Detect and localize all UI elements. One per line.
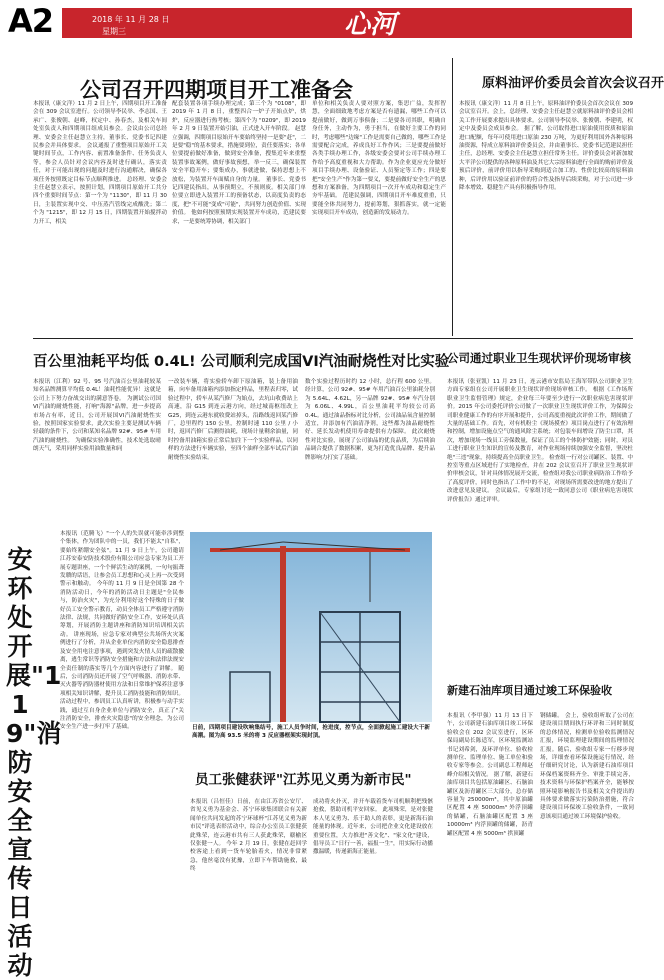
headline-fuel: 百公里油耗平均低 0.4L! 公司顺利完成国VI汽油耐烧性对比实验 bbox=[33, 354, 450, 370]
headline-meeting: 公司召开四期项目开工准备会 bbox=[80, 78, 353, 102]
issue-weekday: 星期三 bbox=[102, 27, 126, 36]
photo-caption: 日前，四期项目建设吹响集结号，施工人员争时间，抢进度，控节点，全面掀起施工建设大干新高潮。图为高 93.5 米的将 3 反应器框架实现封顶。 bbox=[192, 725, 430, 740]
headline-award: 员工张健获评"江苏见义勇为新市民" bbox=[195, 772, 412, 788]
section-divider bbox=[33, 338, 633, 339]
headline-tank: 新建石油库项目通过竣工环保验收 bbox=[447, 684, 612, 697]
meeting-col-3: 单位和相关负责人要对照方案，集思广益，发挥智慧，全面细致地考虑方案是否有遗漏，哪些工作可以提前做好，做到万事俱备；二是要各司其职，明确自身任务，主动作为，勇于担当，在做好主要工作的同时，考虑哪些"边缘"工作是需要自己做的，哪些工作是需要配合完成，养成良好工作作风；三是要提前做好各类手续办理工作，各级安委会要对公司手续办理工作给予高度重视和大力帮助。作为企业更应充分做好项目手续办理、设备验证、人员鉴定等工作；四是要把"安全生产"作为第一要义，要提前做好安全生产的思想和方案准备，为四期项目一次开车成功和稳定生产夯牢基础。 范建民强调，四期项目开车难度重重，只要能全体共同努力，提前筹划，狠抓落实，就一定能实现项目开车成功，创造新的发展动力。 bbox=[312, 101, 446, 217]
party-body: 本报讯（康文洋）11 月 8 日上午，原料油评价委员会首次会议在 309 会议室召开。会上，总经理、安委会主任赵慧立就原料油评价委员会相关工作开展要求提出具体要求。公司领导李民举、张俊朝、李建明，权定中及委员会成员参会。 据了解，公司取得进口原油使用资质和原油进口配额，每年可使用进口原油 230 万吨，为更好利用国外各种原料油资源，特成立原料油评价委员会，并由董事长、党委书记范建民担任主任，总经理、安委会主任赵慧立担任常务主任。评价委员会对新加坡大平洋公司提供的各种原料油及其它大宗原料油进行全面的购前评价及预后评价，前评价用以指导采购到适合加工的、性价比较高的原料油种，后评价用以验证前评价的符合性及指导后续采购，对于公司进一步降本增效、稳健生产具有积极指导作用。 bbox=[459, 101, 633, 192]
construction-photo bbox=[190, 532, 432, 722]
award-col-2: 成功将火扑灭，并开车载着货车司机顺利把残骸抢救，帮助司机平安回家。 此项殊荣，是对张健本人见义勇为、乐于助人的表彰，更是新海石油能量的体现。近年来，公司把企业文化建设放在重要位置，大力推进"善文化"、"家文化"建设，倡导员工"日行一善，福报一生"，用实际行动播撒温暖，传递新海正能量。 bbox=[313, 799, 433, 856]
fire-body: 本报讯（范腾飞）"一个人的失误就可能牵涉到整个集体，作为团队中的一员，我们不能太"自私"，要始终紧绷安全弦"。11 月 9 日上午，公司邀请江苏安泰安防技术股份有限公司应急专家为员工开展专题讲座，一个个鲜活生动的案例，一句句振聋发聩的话语，让参会员工思想和心灵上再一次受到警示和触动。 今年的 11 月 9 日是全国第 28 个消防活动日，今年的消防活动日主题是"全民参与，防治火灾"，为充分利用好这个特殊的日子做好员工安全警示教育，动员全体员工严格遵守消防法律、法规，共同做好消防安全工作，安环处认真筹划，开展消防主题讲座和消防知识培训相关活动。 讲座现场，应急专家对典型公共场所火灾案例进行了分析，并从企业单位内消防安全隐患排查及安全用电注意事项，遇到突发火情人员的疏散撤离，逃生常识等消防安全措施和方法和法律法规安全责任制的落实等几个方面内容进行了讲解。 随后，公司消防员还开展了空气呼吸器、消防水带、灭火器等消防器材使用方法和日常维护保养注意事项相关知识讲解，提升员工消防技能和消防知识。 活动过程中，参训员工认真听讲，积极参与动手实践，通过互自身企业单位与消防安全，真正了"关注消防安全，排查火灾隐患"的安全理念，为公司安全生产进一步打牢了基础。 bbox=[60, 531, 184, 731]
tank-col-2: 钢储罐。 会上，验收组听取了公司在建设项目期间执行环评和三同时制度的总体情况，检测单位验收监测情况汇报，环境监理建设期间的监理情况汇报。随后，验收组专家一行移步现场，详细查看环保设施运行情况，经仔细研究讨论，认为新建石油库项目环保档案资料齐全、审批手续完善，技术资料与环保护档案齐全，能够按照环境影响报告书及相关文件提出的具体要求做落实污染防治措施，符合建设项目环保竣工验收条件，一致同意该项目通过竣工环境保护验收。 bbox=[540, 713, 634, 820]
meeting-col-1: 本报讯（康文洋）11 月 2 日上午，四期项目开工准备会在 309 会议室进行。公司领导李民举、李志国、王承广、张俊朝、赵峰，权定中、孙春杰，及相关车间处室负责人和四期项目组成员参会。会议由公司总经理、安委会主任赵慧立主持，董事长、党委书记四建民参会并具体要求。 会议通报了重整项目原始开工关键时间节点，工作内容、前置准备条件、任务负责人等，参会人员针对会议内容及时进行确认，落实责任，对于可能出现的问题及时进行沟通解决，确保各项任务按照既定目标节点顺利推进。 总经理、安委会主任赵慧立表示，按照计划，四期项目原始开工共分四个重要时间节点：第一个为 "1130"，即 11 月 30 日，主装置实现中交、中压蒸汽管线完成酸洗；第二个为 "1215"，即 12 月 15 日，四期装置开始搅拌动力开工，相关 bbox=[33, 101, 167, 225]
headline-health: 公司通过职业卫生现状评价现场审核 bbox=[447, 351, 631, 365]
health-body: 本报讯（张亚凯）11 月 23 日，连云港市安监局王海军带队公司职业卫生方面专家组在公司开展职业卫生现状评价现场审核工作。 根据《工作场所职业卫生监督管理》规定，企业每三年要至少进行一次职业病危害现状评价。2015 年公司委托评价公司做了一次职业卫生现状评价工作，为保障公司职业健康工作的有序开展和提升，公司高度重视此次评价工作，期间做了大量的基础工作。首先，对有机粉尘《现场摸查》项目岗点进行了有效治理和控制，增加设施点空气的通风除尘系统；对包装车间增设了防尘口罩，其次，增加现场一线员工旁保数量，保证了员工的个体防护效能；同时，对员工进行职业卫生知识的宣传及教育，对作业现场持续加强安全监督，坚决杜绝"三违"现象，持续提高全员职业卫生。 检查组一行对公司罐区、装置、中控室等重点区域进行了实地检查，并在 202 会议室召开了职业卫生现状评价审核会议，针对具体情况展开交流，检查组对我公司职业病防治工作给予了高度评价，同时也指出了工作中的不足，对现场所需要改进的地方提出了改进意见及建议。 会议最后，专家组讨论一致同意公司《职业病危害现状评价报告》通过评审。 bbox=[447, 379, 633, 503]
award-col-1: 本报讯（吕恒佳）日前，在由江苏省公安厅、省见义勇为基金会、苏宁环球集团联合有关新闻单位共同发起的苏宁环球杯"江苏见义勇为新市民"评选表彰活动中，综合办公室员工张健获此殊荣，连云港市共有三人获此殊荣，赣榆区仅张健一人。 今年 2 月 19 日，张健在赶回学校客途上看到一货车轮胎着火，情况非常紧急，他丝毫没有犹豫，立即下车帮助施救，最终 bbox=[190, 799, 307, 873]
crane-illustration bbox=[190, 532, 432, 722]
page-number: A2 bbox=[8, 2, 54, 40]
headline-fire: 安环处开展"119"消防安全宣传日活动 bbox=[6, 545, 62, 980]
fuel-col-2: 一改装车辆，将实验轿车卸下原油箱，装上备用油箱，向车备用油箱内添加指定样品，里程表归零，试验过程中，轿车从某汽修厂为始点，去坑山收费站上高速，沿 G15 到连云港方向，经过城南枢纽改上 G25，到连云港东就收费站掉头，沿路线返回某汽修厂，总里程约 150 公里，控制时速 110 公里 / 小时，返回汽修厂后测得油耗，现场计量剩余油量，同时控备用油箱实验正常后加注下一个实验样品，以同样的方法进行车辆实验，至四个油样全部车试后汽油耐烧性实验结束。 bbox=[168, 379, 298, 461]
column-divider bbox=[452, 58, 453, 336]
fuel-col-1: 本报讯（江利）92 号、95 号汽油百公里油耗较某知名品牌测算平均低 0.4L！油耗性能优异！这就是公司上下努力奋战交出的满意答卷。 为测试公司国VI汽油的耐烧性能，打响"海源"品牌，进一步提高市场占有率，近日，公司开展国VI汽油耐烧性实验，按照国家实验要求，此次实验主要是测试车辆轻载的条件下，公司和某知名品牌 92#、95# 车用汽油的耐烧性。 为确保实验准确性，技术处选取晴朗天气，采用同样实验用油数量和同 bbox=[33, 379, 161, 453]
fuel-col-3: 数个实验过程历时约 12 小时，总行程 600 公里。经计算，公司 92#、95# 车用汽油百公里油耗分别为 5.64L、4.62L，另一品牌 92#、95# 车汽分别为 6.06L、4.99L，百公里油耗平均较公司高 0.4L。通过油品指标对比分析，公司油品氧含量控制适宜，并添加有汽油清净剂，这些都为油品耐烧性好、延长发动机使用寿命提供有力保障。 此次耐烧性对比实验，展现了公司油品的优良品质，为后续油品调合提供了数据积累，更为打造优良品牌、提升品牌影响力打实了基础。 bbox=[305, 379, 435, 461]
issue-date: 2018 年 11 月 28 日 bbox=[92, 15, 170, 24]
tank-col-1: 本报讯（李甲强）11 月 13 日下午，公司新建石油库项目竣工环保验收会在 202 会议室进行，区环保局副局长陈适军，区环境监测站书记刘希剑，及环评单位、验收检测单位、监理单位、施工单位和验收专家等参会。公司副总工程师赵峰介绍相关情况。 据了解，新建石油库项目共包括原油罐区、石脑油罐区及沥青罐区三大部分，总存储容量为 250000m³，其中原油罐区配置 4 座 50000m³ 外浮顶罐的储罐，石脑油罐区配置 3 座 10000m³ 内浮顶罐的储罐，沥青罐区配置 4 座 5000m³ 拱顶罐 bbox=[447, 713, 533, 837]
headline-party: 原料油评价委员会首次会议召开 bbox=[482, 76, 664, 91]
masthead-logo: 心河 bbox=[343, 10, 396, 40]
meeting-col-2: 配套装置各项手续办理完成；第三个为 "0108"，即 2019 年 1 月 8 日，重整四合一炉子开始点炉，烘炉，反应器进行热考核；第四个为 "0209"，即 2019 年 2 月 9 日装置开始引油，正式进入开车阶段。 赵慧立强调，四期项目原始开车要始终坚持一是要"赶"，二是要"稳"的基本要求，措施要到位，责任要落实；各单位要提前做好准备，做到安全准备，搜集近年来重整装置事故案例，做好事故预想，举一反三，确保装置安全平稳开车；要集成办，事就进做，保持思想上不放松，为装置开车面赋自身的力量。 董事长、党委书记四建民指出，从事预期立，不预则废。相关部门单位要立即进入装置开工的预备状态，以高度负责的态度，把"不可能"变成"可能"，共同努力创造价值、实现价值。 他如何按照预期实现装置开车成功，范建民要求，一是要统筹协调，相关部门 bbox=[172, 101, 306, 225]
